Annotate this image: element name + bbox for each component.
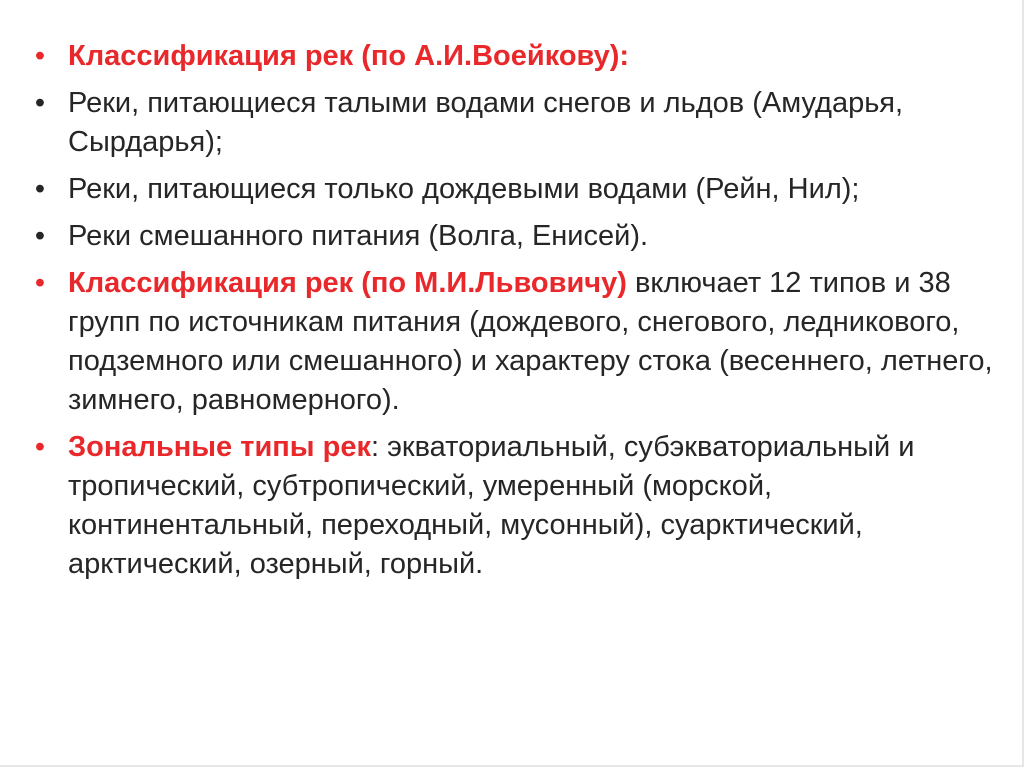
bullet-icon: • — [34, 267, 46, 299]
item-heading: Зональные типы рек — [68, 431, 371, 463]
bullet-icon: • — [34, 220, 46, 252]
item-text: : экваториальный, субэкваториальный и тропический, субтропический, умеренный (морской, континентальный, переходный, мусонный), суарктический, арктический, озерный, горный. — [68, 431, 915, 580]
list-item-zonal-types — [30, 428, 1005, 584]
bullet-icon: • — [34, 40, 46, 72]
bullet-icon: • — [34, 431, 46, 463]
list-item-rain-rivers — [30, 170, 1005, 209]
item-text: Реки, питающиеся талыми водами снегов и льдов (Амударья, Сырдарья); — [68, 87, 904, 158]
list-item-snow-ice-rivers — [30, 84, 1005, 162]
bullet-list — [30, 37, 1005, 592]
list-item-voeikov-classification — [30, 37, 1005, 76]
bullet-icon: • — [34, 87, 46, 119]
item-text: включает 12 типов и 38 групп по источникам питания (дождевого, снегового, ледникового, подземного или смешанного) и характеру стока (весеннего, летнего, зимнего, равномерного). — [68, 267, 993, 416]
list-item-lvovich-classification — [30, 264, 1005, 420]
item-heading: Классификация рек (по А.И.Воейкову): — [68, 40, 630, 72]
list-item-mixed-rivers — [30, 217, 1005, 256]
bullet-icon: • — [34, 173, 46, 205]
item-text: Реки, питающиеся только дождевыми водами (Рейн, Нил); — [68, 173, 860, 205]
item-heading: Классификация рек (по М.И.Львовичу) — [68, 267, 627, 299]
item-text: Реки смешанного питания (Волга, Енисей). — [68, 220, 649, 252]
